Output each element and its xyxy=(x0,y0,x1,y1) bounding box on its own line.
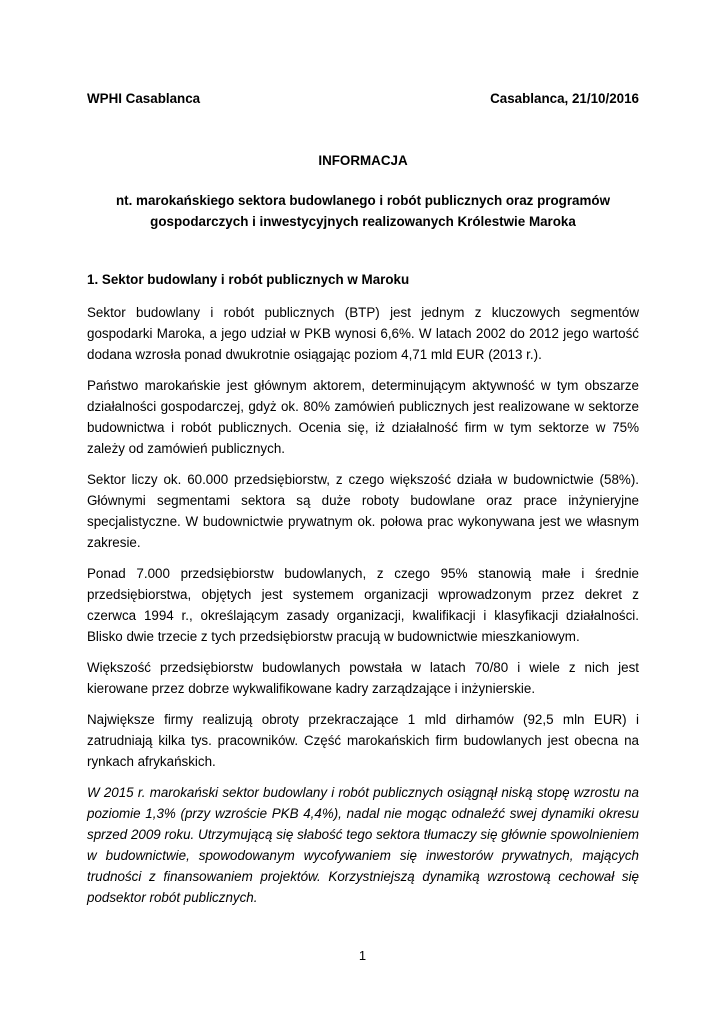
paragraph-1: Sektor budowlany i robót publicznych (BTP) jest jednym z kluczowych segmentów gospodarki Maroka, a jego udział w PKB wynosi 6,6%. W latach 2002 do 2012 jego wartość dodana wzrosła ponad dwukrotnie osiągając poziom 4,71 mld EUR (2013 r.). xyxy=(87,305,639,362)
paragraph-6: Największe firmy realizują obroty przekraczające 1 mld dirhamów (92,5 mln EUR) i zatrudniają kilka tys. pracowników. Część marokańskich firm budowlanych jest obecna na rynkach afrykańskich. xyxy=(87,712,639,769)
document-body xyxy=(87,88,639,908)
paragraph-italic: W 2015 r. marokański sektor budowlany i robót publicznych osiągnął niską stopę wzrostu na poziomie 1,3% (przy wzroście PKB 4,4%), nadal nie mogąc odnaleźć swej dynamiki okresu sprzed 2009 roku. Utrzymującą się słabość tego sektora tłumaczy się głównie spowolnieniem w budownictwie, spowodowanym wycofywaniem się inwestorów prywatnych, mających trudności z finansowaniem projektów. Korzystniejszą dynamiką wzrostową cechował się podsektor robót publicznych. xyxy=(87,785,639,905)
paragraph-3: Sektor liczy ok. 60.000 przedsiębiorstw, z czego większość działa w budownictwie (58%). Głównymi segmentami sektora są duże roboty budowlane oraz prace inżynieryjne specjalistyczne. W budownictwie prywatnym ok. połowa prac wykonywana jest we własnym zakresie. xyxy=(87,472,639,550)
paragraph-4: Ponad 7.000 przedsiębiorstw budowlanych, z czego 95% stanowią małe i średnie przedsiębiorstwa, objętych jest systemem organizacji wprowadzonym przez dekret z czerwca 1994 r., określającym zasady organizacji, kwalifikacji i klasyfikacji działalności. Blisko dwie trzecie z tych przedsiębiorstw pracują w budownictwie mieszkaniowym. xyxy=(87,566,639,644)
paragraph-5: Większość przedsiębiorstw budowlanych powstała w latach 70/80 i wiele z nich jest kierowane przez dobrze wykwalifikowane kadry zarządzające i inżynierskie. xyxy=(87,660,639,696)
place-date: Casablanca, 21/10/2016 xyxy=(490,91,639,106)
document-subtitle: nt. marokańskiego sektora budowlanego i robót publicznych oraz programów gospodarczych i inwestycyjnych realizowanych Królestwie Maroka xyxy=(115,193,611,229)
paragraph-2: Państwo marokańskie jest głównym aktorem, determinującym aktywność w tym obszarze działalności gospodarczej, gdyż ok. 80% zamówień publicznych jest realizowane w sektorze budownictwa i robót publicznych. Ocenia się, iż działalność firm w tym sektorze w 75% zależy od zamówień publicznych. xyxy=(87,378,639,456)
section-heading: 1. Sektor budowlany i robót publicznych w Maroku xyxy=(87,272,410,287)
document-title: INFORMACJA xyxy=(318,153,408,168)
letter-header xyxy=(87,88,639,109)
page-number: 1 xyxy=(358,948,367,963)
sender-org: WPHI Casablanca xyxy=(87,91,201,106)
